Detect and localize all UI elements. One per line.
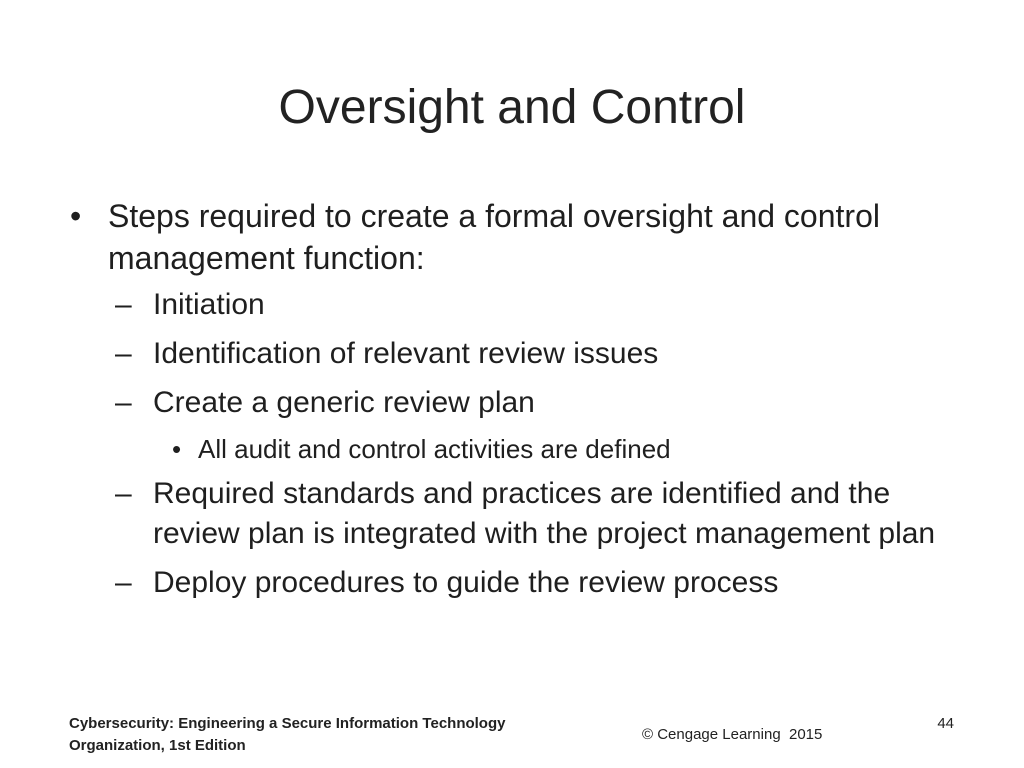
sub-bullet-text: Identification of relevant review issues [153,337,659,370]
sub-sub-bullet-text: All audit and control activities are defined [198,434,671,464]
bullet-marker: • [172,434,182,464]
sub-bullet-deploy-procedures [115,563,953,603]
sub-bullet-text: Required standards and practices are identified and the review plan is integrated with the project management plan [153,477,936,550]
sub-bullet-create-plan [115,383,953,423]
slide-title: Oversight and Control [278,81,746,134]
slide-content [0,195,1024,612]
sub-bullet-text: Initiation [153,288,265,321]
bullet-marker: • [70,198,82,234]
dash-marker: – [115,477,132,510]
footer-copyright: © Cengage Learning 2015 [642,726,823,743]
sub-bullet-initiation [115,285,953,325]
dash-marker: – [115,288,132,321]
dash-marker: – [115,566,132,599]
sub-bullet-text: Create a generic review plan [153,386,535,419]
bullet-text: Steps required to create a formal oversight and control management function: [108,198,880,276]
sub-sub-bullet-audit-activities [172,432,958,466]
sub-bullet-list [0,285,1024,603]
sub-bullet-standards-practices [115,474,953,554]
bullet-steps-required [70,195,908,279]
dash-marker: – [115,337,132,370]
sub-bullet-text: Deploy procedures to guide the review process [153,566,779,599]
sub-bullet-identification [115,334,953,374]
footer-book-title: Cybersecurity: Engineering a Secure Information Technology Organization, 1st Edition [69,715,506,754]
footer-page-number: 44 [937,715,954,732]
dash-marker: – [115,386,132,419]
